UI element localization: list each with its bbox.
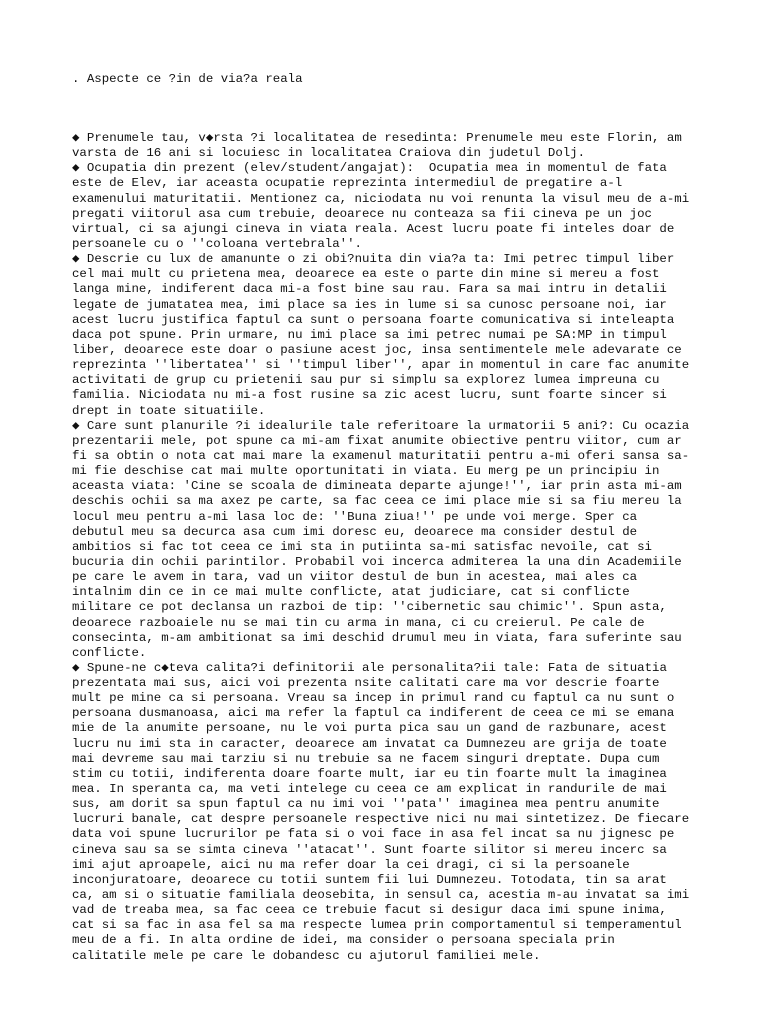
text-line: acest lucru justifica faptul ca sunt o persoana foarte comunicativa si inteleapta: [72, 312, 675, 327]
text-line: ◆ Spune-ne c◆teva calita?i definitorii ale personalita?ii tale: Fata de situatia: [72, 660, 667, 675]
text-line: cat si sa fac in asa fel sa ma respecte lumea prin comportamentul si temperamentul: [72, 918, 682, 933]
text-line: langa mine, indiferent daca mi-a fost bine sau rau. Fara sa mai intru in detalii: [72, 282, 667, 297]
text-line: consecinta, m-am ambitionat sa imi deschid drumul meu in viata, fara suferinte sau: [72, 630, 682, 645]
text-line: lucruri banale, cat despre persoanele respective nici nu mai sintetizez. De fiecare: [72, 812, 690, 827]
text-line: persoanele cu o ''coloana vertebrala''.: [72, 236, 362, 251]
text-line: pregati viitorul asa cum trebuie, deoarece nu conteaza sa fii cineva pe un joc: [72, 206, 652, 221]
text-line: lucru nu imi sta in caracter, deoarece am invatat ca Dumnezeu are grija de toate: [72, 736, 667, 751]
text-line: mie de la anumite persoane, nu le voi purta pica sau un gand de razbunare, acest: [72, 721, 667, 736]
text-line: ◆ Prenumele tau, v◆rsta ?i localitatea de resedinta: Prenumele meu este Florin, am: [72, 131, 682, 145]
text-line: legate de jumatatea mea, imi place sa ies in lume si sa cunosc persoane noi, iar: [72, 297, 667, 312]
text-line: meu de a fi. In alta ordine de idei, ma consider o persoana speciala prin: [72, 933, 615, 948]
text-line: examenului maturitatii. Mentionez ca, niciodata nu voi renunta la visul meu de a-mi: [72, 191, 690, 206]
text-line: calitatile mele pe care le dobandesc cu ajutorul familiei mele.: [72, 948, 541, 963]
text-line: deoarece razboaiele nu se mai tin cu arma in mana, ci cu creierul. Pe cale de: [72, 615, 645, 630]
text-line: cineva sau sa se simta cineva ''atacat''. Sunt foarte silitor si mereu incerc sa: [72, 842, 667, 857]
text-line: prezentarii mele, pot spune ca mi-am fixat anumite obiective pentru viitor, cum ar: [72, 433, 682, 448]
text-line: data voi spune lucrurilor pe fata si o voi face in asa fel incat sa nu jignesc pe: [72, 827, 675, 842]
text-line: ◆ Care sunt planurile ?i idealurile tale referitoare la urmatorii 5 ani?: Cu ocazia: [72, 418, 690, 433]
text-line: prezentata mai sus, aici voi prezenta nsite calitati care ma vor descrie foarte: [72, 676, 660, 691]
text-line: familia. Niciodata nu mi-a fost rusine sa zic acest lucru, sunt foarte sincer si: [72, 388, 667, 403]
text-line: ◆ Ocupatia din prezent (elev/student/angajat): Ocupatia mea in momentul de fata: [72, 161, 667, 176]
text-line: ca, am si o situatie familiala deosebita, in sensul ca, acestia m-au invatat sa imi: [72, 888, 690, 903]
text-line: deschis ochii sa ma axez pe carte, sa fac ceea ce imi place mie si sa fiu mereu la: [72, 494, 682, 509]
text-line: daca pot spune. Prin urmare, nu imi place sa imi petrec numai pe SA:MP in timpul: [72, 327, 667, 342]
text-line: ambitios si fac tot ceea ce imi sta in putiinta sa-mi satisfac nevoile, cat si: [72, 539, 652, 554]
text-line: activitati de grup cu prietenii sau pur si simplu sa explorez lumea impreuna cu: [72, 373, 660, 388]
text-line: fi sa obtin o nota cat mai mare la examenul maturitatii pentru a-mi oferi sansa sa-: [72, 448, 690, 463]
document-title: . Aspecte ce ?in de via?a reala: [72, 72, 303, 86]
text-line: mai devreme sau mai tarziu si nu trebuie sa ne facem singuri dreptate. Dupa cum: [72, 751, 660, 766]
text-line: reprezinta ''libertatea'' si ''timpul liber'', apar in momentul in care fac anumite: [72, 358, 690, 373]
text-line: locul meu pentru a-mi lasa loc de: ''Buna ziua!'' pe unde voi merge. Sper ca: [72, 509, 638, 524]
text-line: sus, am dorit sa spun faptul ca nu imi voi ''pata'' imaginea mea pentru anumite: [72, 797, 660, 812]
text-line: ◆ Descrie cu lux de amanunte o zi obi?nuita din via?a ta: Imi petrec timpul liber: [72, 252, 675, 267]
text-line: stim cu totii, indiferenta doare foarte mult, iar eu tin foarte mult la imaginea: [72, 766, 667, 781]
text-line: mi fie deschise cat mai multe oportunitati in viata. Eu merg pe un principiu in: [72, 464, 660, 479]
text-line: debutul meu sa decurca asa cum imi doresc eu, deoarece ma consider destul de: [72, 524, 638, 539]
text-line: militare ce pot declansa un razboi de tip: ''cibernetic sau chimic''. Spun asta,: [72, 600, 667, 615]
text-line: conflicte.: [72, 645, 147, 660]
text-line: aceasta viata: 'Cine se scoala de dimineata departe ajunge!'', iar prin asta mi-am: [72, 479, 682, 494]
text-line: inconjuratoare, deoarece cu totii suntem fii lui Dumnezeu. Totodata, tin sa arat: [72, 872, 667, 887]
text-line: persoana dusmanoasa, aici ma refer la faptul ca indiferent de ceea ce mi se emana: [72, 706, 675, 721]
text-line: liber, deoarece este doar o pasiune acest joc, insa sentimentele mele adevarate ce: [72, 342, 682, 357]
text-line: imi ajut aproapele, aici nu ma refer doar la cei dragi, ci si la persoanele: [72, 857, 630, 872]
text-line: bucuria din ochii parintilor. Probabil voi incerca admiterea la una din Academiile: [72, 554, 682, 569]
text-line: varsta de 16 ani si locuiesc in localitatea Craiova din judetul Dolj.: [72, 146, 586, 161]
text-line: este de Elev, iar aceasta ocupatie reprezinta intermediul de pregatire a-l: [72, 176, 623, 191]
text-line: intalnim din ce in ce mai multe conflicte, atat judiciare, cat si conflicte: [72, 585, 630, 600]
text-line: drept in toate situatiile.: [72, 403, 266, 418]
document-body: [72, 131, 702, 964]
text-line: mult pe mine ca si persoana. Vreau sa incep in primul rand cu faptul ca nu sunt o: [72, 691, 675, 706]
text-line: cel mai mult cu prietena mea, deoarece ea este o parte din mine si mereu a fost: [72, 267, 660, 282]
text-line: virtual, ci sa ajungi cineva in viata reala. Acest lucru poate fi inteles doar de: [72, 221, 675, 236]
text-line: vad de treaba mea, sa fac ceea ce trebuie facut si desigur daca imi spune inima,: [72, 903, 667, 918]
text-line: mea. In speranta ca, ma veti intelege cu ceea ce am explicat in randurile de mai: [72, 782, 667, 797]
text-line: pe care le avem in tara, vad un viitor destul de bun in acestea, mai ales ca: [72, 570, 638, 585]
